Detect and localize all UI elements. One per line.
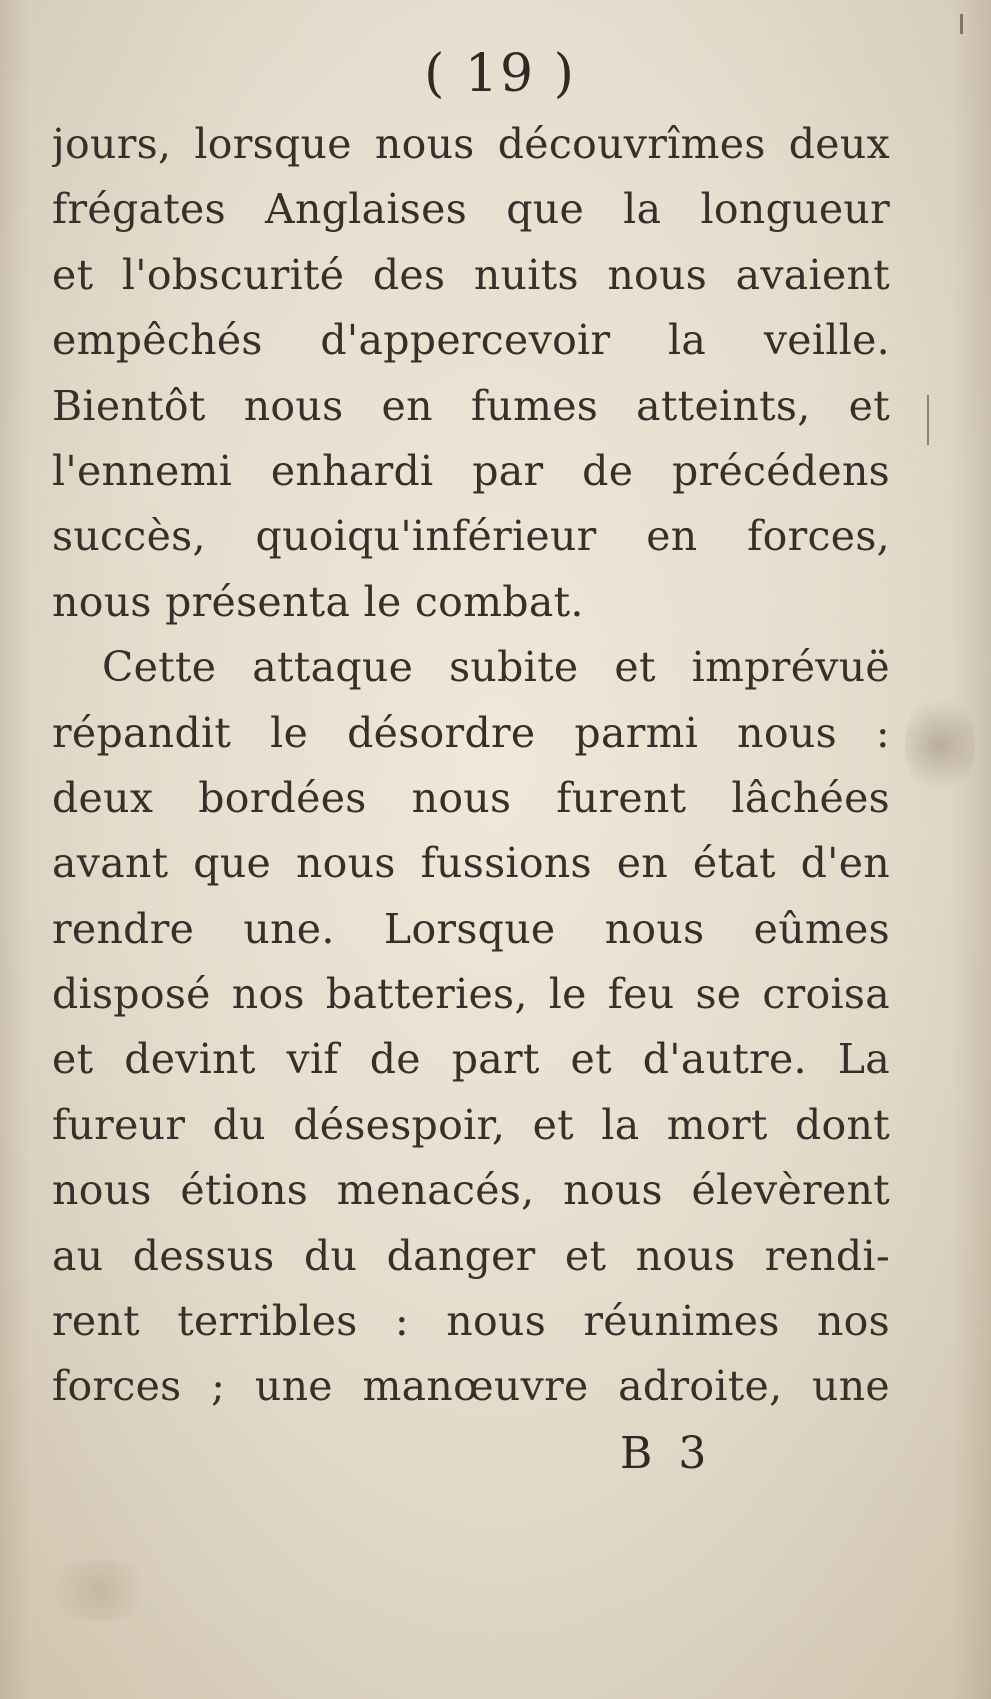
text-line: empêchés d'appercevoir la veille. xyxy=(52,316,890,365)
signature-mark: B 3 xyxy=(620,1428,713,1479)
paper-stain xyxy=(905,690,975,800)
text-line: l'ennemi enhardi par de précédens xyxy=(52,446,890,495)
body-text xyxy=(52,112,890,1420)
text-line: répandit le désordre parmi nous : xyxy=(52,708,890,757)
text-line: deux bordées nous furent lâchées xyxy=(52,773,890,822)
text-line: rent terribles : nous réunimes nos xyxy=(52,1297,890,1346)
text-line: nous présenta le combat. xyxy=(52,577,584,626)
text-line: nous étions menacés, nous élevèrent xyxy=(52,1166,890,1215)
text-line: succès, quoiqu'inférieur en forces, xyxy=(52,512,890,561)
text-line: rendre une. Lorsque nous eûmes xyxy=(52,904,890,953)
text-line: et devint vif de part et d'autre. La xyxy=(52,1035,890,1084)
page-edge-shadow-left xyxy=(0,0,30,1699)
paper-stain xyxy=(40,1560,160,1620)
text-line: Bientôt nous en fumes atteints, et xyxy=(52,381,890,430)
paper-mark xyxy=(927,395,929,445)
text-line: disposé nos batteries, le feu se croisa xyxy=(52,970,890,1019)
page-edge-shadow-right xyxy=(951,0,991,1699)
text-line: fureur du désespoir, et la mort dont xyxy=(52,1100,890,1149)
text-line: avant que nous fussions en état d'en xyxy=(52,839,890,888)
paper-mark xyxy=(960,14,963,34)
text-line: Cette attaque subite et imprévuë xyxy=(102,643,890,692)
text-line: frégates Anglaises que la longueur xyxy=(52,185,890,234)
text-line: au dessus du danger et nous rendi- xyxy=(52,1231,890,1280)
page-number: ( 19 ) xyxy=(424,44,576,104)
text-line: et l'obscurité des nuits nous avaient xyxy=(52,250,890,299)
text-line: forces ; une manœuvre adroite, une xyxy=(52,1362,890,1411)
text-line: jours, lorsque nous découvrîmes deux xyxy=(52,120,890,168)
